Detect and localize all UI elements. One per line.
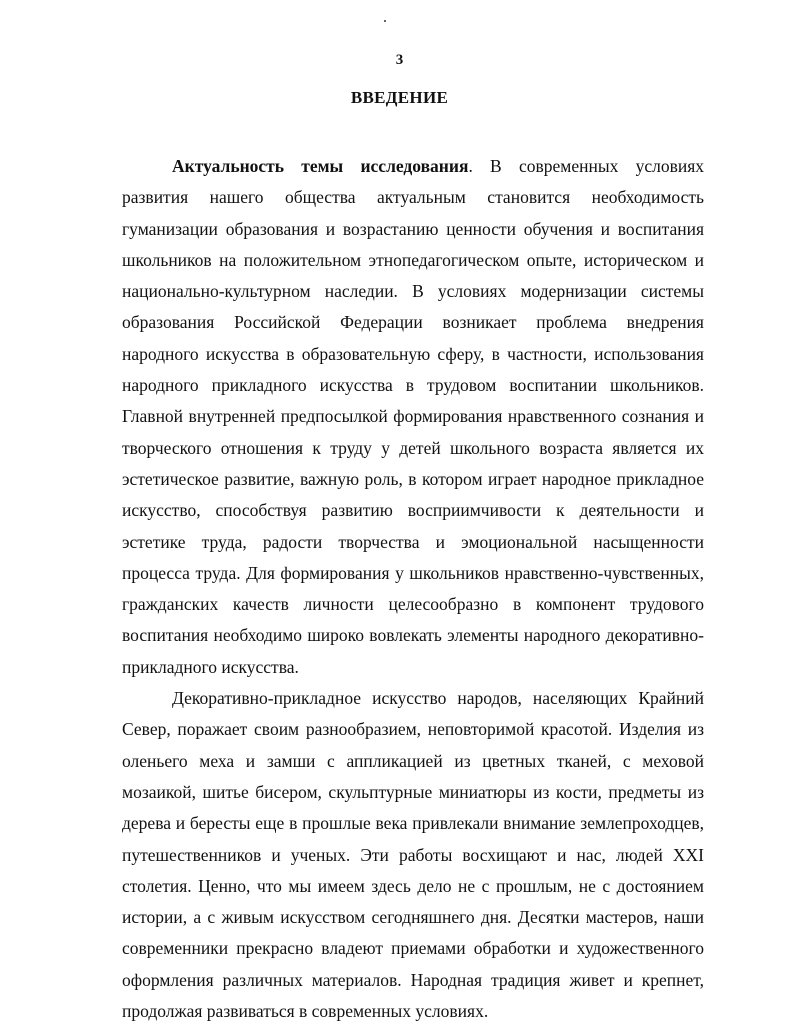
paragraph-1 (122, 151, 704, 683)
page-number: 3 (395, 52, 404, 68)
page-heading: ВВЕДЕНИЕ (350, 88, 449, 107)
body-text (122, 151, 704, 1027)
scan-speck (384, 20, 386, 22)
paragraph-text: . В современных условиях развития нашего общества актуальным становится необходимость гуманизации образования и возрастанию ценности обучения и воспитания школьников на положительном этнопедагогическом опыте, историческом и национально-культурном наследии. В условиях модернизации системы образования Российской Федерации возникает проблема внедрения народного искусства в образовательную сферу, в частности, использования народного прикладного искусства в трудовом воспитании школьников. Главной внутренней предпосылкой формирования нравственного сознания и творческого отношения к труду у детей школьного возраста является их эстетическое развитие, важную роль, в котором играет народное прикладное искусство, способствуя развитию восприимчивости к деятельности и эстетике труда, радости творчества и эмоциональной насыщенности процесса труда. Для формирования у школьников нравственно-чувственных, гражданских качеств личности целесообразно в компонент трудового воспитания необходимо широко вовлекать элементы народного декоративно-прикладного искусства. (122, 156, 705, 677)
paragraph-text: Декоративно-прикладное искусство народов, населяющих Крайний Север, поражает своим разнообразием, неповторимой красотой. Изделия из оленьего меха и замши с аппликацией из цветных тканей, с меховой мозаикой, шитье бисером, скульптурные миниатюры из кости, предметы из дерева и бересты еще в прошлые века привлекали внимание землепроходцев, путешественников и ученых. Эти работы восхищают и нас, людей XXI столетия. Ценно, что мы имеем здесь дело не с прошлым, не с достоянием истории, а с живым искусством сегодняшнего дня. Десятки мастеров, наши современники прекрасно владеют приемами обработки и художественного оформления различных материалов. Народная традиция живет и крепнет, продолжая развиваться в современных условиях. (122, 688, 704, 1022)
paragraph-lead: Актуальность темы исследования (172, 156, 469, 176)
paragraph-2 (122, 683, 704, 1027)
